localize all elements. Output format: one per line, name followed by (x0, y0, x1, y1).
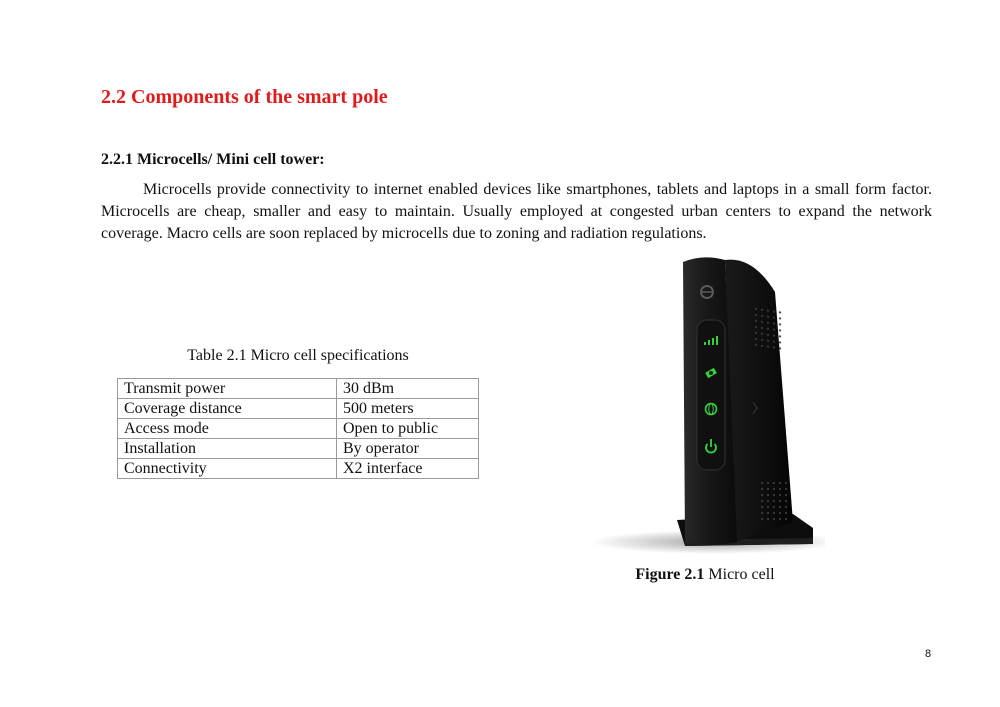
table-caption: Table 2.1 Micro cell specifications (187, 347, 409, 364)
page-number: 8 (924, 648, 932, 660)
body-paragraph: Microcells provide connectivity to internet enabled devices like smartphones, tablets and laptops in a small form factor. Microcells are cheap, smaller and easy to maintain. Usually employed at congested urban centers to expand the network coverage. Macro cells are soon replaced by microcells due to zoning and radiation regulations. (101, 181, 932, 242)
section-heading: 2.2 Components of the smart pole (101, 86, 388, 108)
figure-caption-text: Micro cell (704, 566, 775, 583)
table-cell-value: 500 meters (337, 399, 479, 419)
table-cell-parameter: Installation (118, 439, 337, 459)
figure-caption (585, 566, 825, 584)
spec-table (117, 378, 479, 479)
table-cell-value: 30 dBm (337, 379, 479, 399)
table-cell-value: X2 interface (337, 459, 479, 479)
table-row (118, 399, 479, 419)
subsection-heading: 2.2.1 Microcells/ Mini cell tower: (101, 151, 325, 168)
table-row (118, 439, 479, 459)
table-cell-value: By operator (337, 439, 479, 459)
table-cell-value: Open to public (337, 419, 479, 439)
table-cell-parameter: Coverage distance (118, 399, 337, 419)
table-row (118, 379, 479, 399)
figure-caption-label: Figure 2.1 (635, 566, 705, 583)
table-row (118, 419, 479, 439)
table-cell-parameter: Connectivity (118, 459, 337, 479)
led-panel (697, 320, 725, 470)
table-row (118, 459, 479, 479)
table-cell-parameter: Transmit power (118, 379, 337, 399)
table-cell-parameter: Access mode (118, 419, 337, 439)
microcell-device-image (585, 252, 825, 557)
